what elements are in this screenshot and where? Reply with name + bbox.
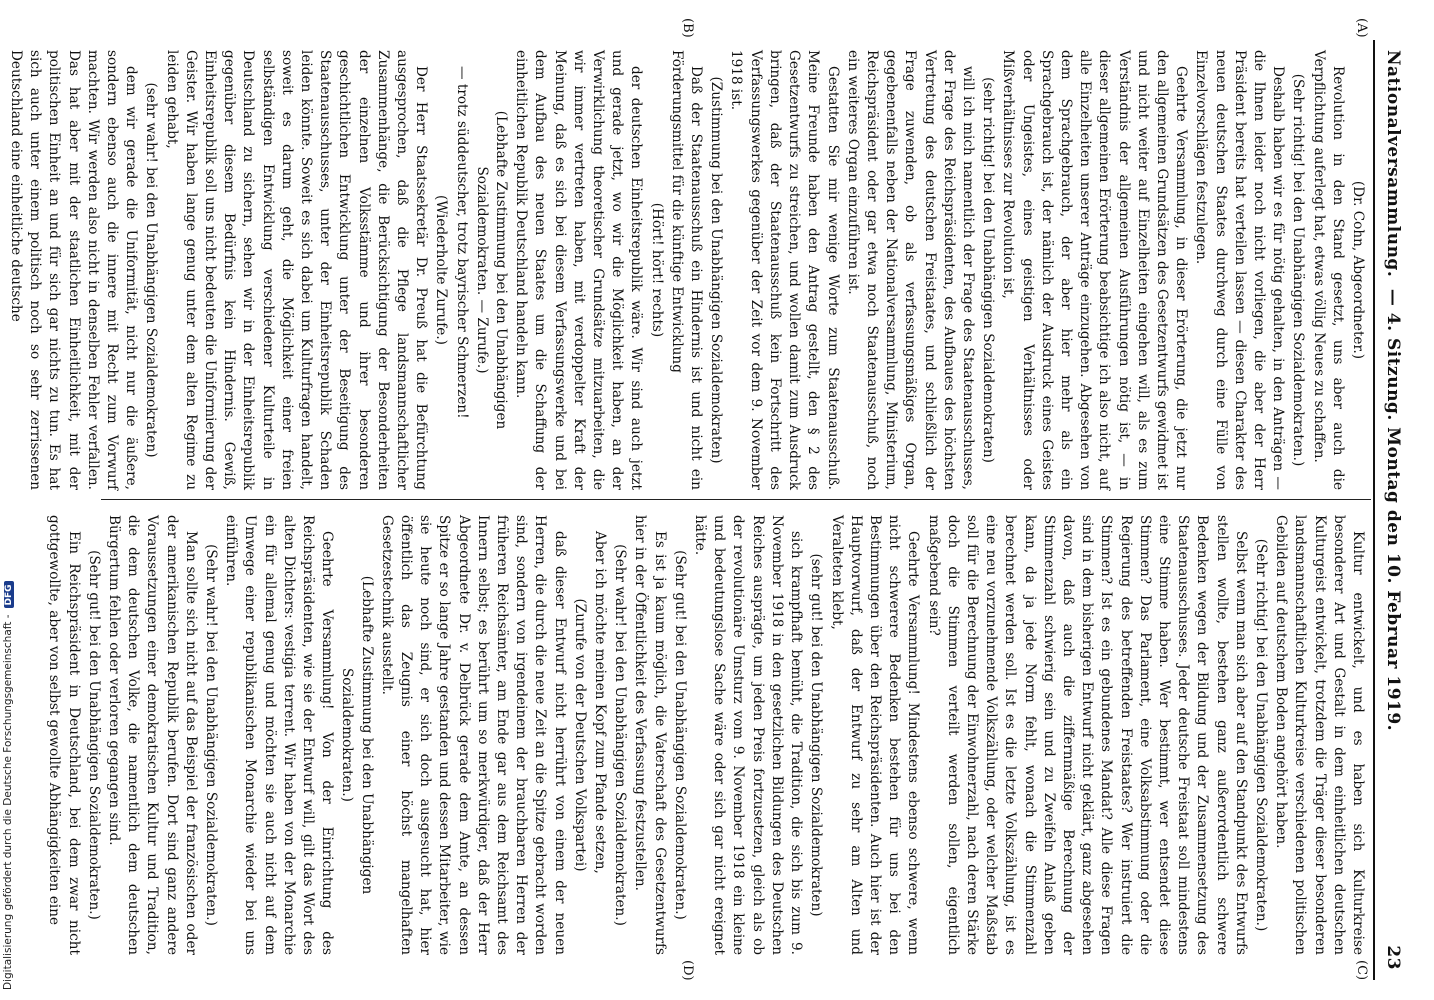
dfg-logo: DFG bbox=[4, 581, 14, 608]
paragraph: (Dr. Cohn, Abgeordneter.) bbox=[1350, 180, 1366, 360]
paragraph: der deutschen Einheitsrepublik wäre. Wir sind auch jetzt und gerade jetzt, wo wir die Möglichkeit haben, an der Verwirklichung theoretischer Grundsätze mitzuarbeiten, die wir immer vertreten haben, mit verdoppelter Kraft der Meinung, daß es sich bei diesem Verfassungswerke und bei dem Aufbau des neuen Staates um die Schaffung der einheitlichen Republik Deutschland handeln kann. bbox=[513, 50, 645, 490]
paragraph: (Wiederholte Zurufe.) bbox=[433, 195, 450, 345]
paragraph: Gestatten Sie mir wenige Worte zum Staatenausschuß. Meine Freunde haben den Antrag gestellt, den § 2 des Gesetzentwurfs zu streichen, und wollen damit zum Ausdruck bringen, daß der Staatenausschuß kein Fortschritt des Verfassungswerkes gegenüber der Zeit vor dem 9. November 1918 ist. bbox=[728, 50, 841, 490]
paragraph: Selbst wenn man sich aber auf den Standpunkt des Entwurfs stellen wollte, bestehen ganz außerordentlich schwere Bedenken wegen der Bildung und der Zusammensetzung des Staatenausschusses. Jeder deutsche Freistaat soll mindestens eine Stimme haben. Wer bestimmt, wer entsendet diese Stimmen? Das Parlament, eine Volksabstimmung oder die Regierung des betreffenden Freistaates? Wer instruiert die Stimmen? Ist es ein gebundenes Mandat? Alle diese Fragen sind in dem bisherigen Entwurf nicht geklärt, ganz abgesehen davon, daß auch die ziffernmäßige Berechnung der Stimmenzahl schwierig sein und zu Zweifeln Anlaß geben kann, da ja jede Norm fehlt, wonach die Stimmenzahl berechnet werden soll. Ist es die letzte Volkszählung, ist es eine neu vorzunehmende Volkszählung, oder welcher Maßstab soll für die Berechnung der Einwohnerzahl, nach deren Stärke doch die Stimmen verteilt werden sollen, eigentlich maßgebend sein? bbox=[925, 515, 1249, 955]
paragraph: (Zustimmung bei den Unabhängigen Sozialdemokraten) bbox=[708, 76, 725, 464]
header-rule bbox=[1373, 40, 1375, 980]
margin-marker-c: (C) bbox=[1354, 960, 1369, 981]
margin-marker-b: (B) bbox=[680, 18, 695, 38]
paragraph: — trotz süddeutscher, trotz bayrischer Schmerzen! bbox=[453, 66, 470, 419]
margin-marker-d: (D) bbox=[680, 960, 695, 981]
paragraph: daß dieser Entwurf nicht herrührt von einem der neuen Herren, die durch die neue Zeit an die Spitze gebracht worden sind, sondern von irgendeinem der brauchbaren Herren der früheren Reichsämter, am Ende gar aus dem Reichsamt des Innern selbst; es berührt um so merkwürdiger, daß der Herr Abgeordnete Dr. v. Delbrück gerade dem Amte, an dessen Spitze er so lange Jahre gestanden und dessen Mitarbeiter, wie sie heute noch sind, er sich doch ausgesucht hat, hier öffentlich das Zeugnis einer höchst mangelhaften Gesetzestechnik ausstellt. bbox=[378, 515, 568, 955]
paragraph: (Lebhafte Zustimmung bei den Unabhängigen Sozialdemokraten.) bbox=[339, 575, 375, 895]
left-column bbox=[7, 50, 1367, 490]
paragraph: (Lebhafte Zustimmung bei den Unabhängigen Sozialdemokraten. — Zurufe.) bbox=[473, 110, 510, 430]
paragraph: (Sehr gut! bei den Unabhängigen Sozialdemokraten.) bbox=[85, 550, 102, 920]
right-column bbox=[46, 515, 1367, 955]
paragraph: Man sollte sich nicht auf das Beispiel der französischen oder der amerikanischen Republik berufen. Dort sind ganz andere Voraussetzungen einer demokratischen Kultur und Tradition, die dem deutschen Volke, die namentlich dem deutschen Bürgertum fehlen oder verloren gegangen sind. bbox=[106, 515, 199, 955]
paragraph: (Sehr wahr! bei den Unabhängigen Sozialdemokraten.) bbox=[203, 544, 220, 926]
paragraph: will ich mich namentlich der Frage des Staatenausschusses, der Frage des Reichspräsidenten, des Aufbaues des höchsten Vertretung des deutschen Freistaates, und schließlich der Frage zuwenden, ob als verfassungsmäßiges Organ, gegebenenfalls neben der Nationalversammlung, Ministerium, Reichspräsident oder gar etwa noch Staatenausschuß, noch ein weiteres Organ einzuführen ist. bbox=[844, 50, 976, 490]
paragraph: Geehrte Versammlung! Von der Einrichtung des Reichspräsidenten, wie sie der Entwurf will, gilt das Wort des alten Dichters: vestigia terrent. Wir haben von der Monarchie ein für allemal genug und möchten sie auch nicht auf dem Umwege einer republikanischen Monarchie wieder bei uns einführen. bbox=[223, 515, 336, 955]
paragraph: (sehr richtig! bei den Unabhängigen Sozialdemokraten) bbox=[980, 77, 997, 463]
paragraph: (sehr wahr! bei den Unabhängigen Sozialdemokraten) bbox=[143, 82, 160, 458]
paragraph: sich krampfhaft bemüht, die Tradition, die sich bis zum 9. November 1918 in den gesetzlichen Bildungen des Deutschen Reiches ausprägte, um jeden Preis fortzusetzen, gleich als ob der revolutionäre Umsturz vom 9. November 1918 ein kleine und bedeutungslose Sache wäre oder sich gar nicht ereignet hätte. bbox=[692, 515, 805, 955]
paragraph: Geehrte Versammlung, in dieser Erörterung, die jetzt nur den allgemeinen Grundsätzen des Gesetzentwurfs gewidmet ist und nicht weiter auf Einzelheiten eingehen will, als es zum Verständnis der allgemeinen Ausführungen nötig ist, — in dieser allgemeinen Erörterung beabsichtige ich also nicht, auf alle Einzelheiten unserer Anträge einzugehen. Abgesehen von dem Sprachgebrauch, der aber hier mehr als ein Sprachgebrauch ist, der nämlich der Ausdruck eines Geistes oder Ungeistes, eines geistigen Verhältnisses oder Mißverhältnisses zur Revolution ist, bbox=[1000, 50, 1190, 490]
paragraph: Revolution in den Stand gesetzt, uns aber auch die Verpflichtung auferlegt hat, etwas völlig Neues zu schaffen. bbox=[1310, 50, 1346, 490]
page-header bbox=[1377, 50, 1407, 970]
paragraph: Deshalb haben wir es für nötig gehalten, in den Anträgen — die Ihnen leider noch nicht vorliegen, die aber der Herr Präsident bereits hat verteilen lassen — diesen Charakter des neuen deutschen Staates durchweg durch eine Fülle von Einzelvorschlägen festzulegen. bbox=[1193, 50, 1287, 490]
header-title: Nationalversammlung. bbox=[1383, 50, 1403, 278]
margin-marker-a: (A) bbox=[1354, 18, 1369, 38]
paragraph: (Hört! hört! rechts) bbox=[648, 202, 665, 338]
paragraph: (Sehr richtig! bei den Unabhängigen Sozialdemokraten.) bbox=[1290, 73, 1307, 467]
paragraph: Geehrte Versammlung! Mindestens ebenso schwere, wenn nicht schwerere Bedenken bestehen für uns bei den Bestimmungen über den Reichspräsidenten. Auch hier ist der Hauptvorwurf, daß der Entwurf zu sehr am Alten und Veralteten klebt, bbox=[828, 515, 922, 955]
paragraph: (Zurufe von der Deutschen Volkspartei) bbox=[571, 598, 588, 872]
header-session: — 4. Sitzung. Montag den 10. Februar 1919. bbox=[1383, 288, 1403, 732]
paragraph: Der Herr Staatssekretär Dr. Preuß hat die Befürchtung ausgesprochen, daß die Pflege landsmannschaftlicher Zusammenhänge, die Berücksichtigung der Besonderheiten der einzelnen Volksstämme und ihrer besonderen geschichtlichen Entwicklung unter der Beseitigung des Staatenausschusses, unter der Einheitsrepublik Schaden leiden könnte. Soweit es sich dabei um Kulturfragen handelt, soweit es darum geht, die Möglichkeit einer freien selbständigen Entwicklung verschiedener Kulturteile in Deutschland zu sichern, sehen wir in der Einheitsrepublik gegenüber diesem Bedürfnis kein Hindernis. Gewiß, Einheitsrepublik soll uns nicht bedeuten die Uniformierung der Geister. Wir haben lange genug unter dem alten Regime zu leiden gehabt, bbox=[163, 50, 430, 490]
paragraph: dem wir gerade die Uniformität, nicht nur die äußere, sondern ebenso auch die innere mit Recht zum Vorwurf machten. Wir werden also nicht in denselben Fehler verfallen. Das hat aber mit der staatlichen Einheitlichkeit, mit der politischen Einheit an und für sich gar nichts zu tun. Es hat sich auch unter einem politisch noch so sehr zerrissenen Deutschland eine einheitliche deutsche bbox=[7, 50, 140, 490]
paragraph: Kultur entwickelt, und es haben sich Kulturkreise besonderer Art und Gestalt in dem einheitlichen deutschen Kulturgeist entwickelt, trotzdem die Träger dieser besonderen landsmannschaftlichen Kulturkreise verschiedenen politischen Gebilden auf deutschem Boden angehört haben. bbox=[1273, 515, 1366, 955]
paragraph: Daß der Staatenausschuß ein Hindernis ist und nicht ein Förderungsmittel für die künftige Entwicklung bbox=[668, 50, 705, 490]
paragraph: (Sehr gut! bei den Unabhängigen Sozialdemokraten.) bbox=[671, 550, 688, 920]
paragraph: Ein Reichspräsident in Deutschland, bei dem zwar nicht gottgewollte, aber von selbst gewollte Abhängigkeiten eine bbox=[46, 515, 82, 955]
paragraph: Aber ich möchte meinen Kopf zum Pfande setzen, bbox=[592, 531, 609, 874]
paragraph: Es ist ja kaum möglich, die Vaterschaft des Gesetzentwurfs hier in der Öffentlichkeit des Verfassung festzustellen. bbox=[632, 515, 668, 955]
column-divider bbox=[101, 499, 1371, 500]
paragraph: (Sehr wahr! bei den Unabhängigen Sozialdemokraten.) bbox=[612, 544, 629, 926]
page-number: 23 bbox=[1383, 945, 1403, 970]
paragraph: (Sehr richtig! bei den Unabhängigen Sozialdemokraten.) bbox=[1252, 538, 1269, 932]
credit-text: Digitalisierung gefördert durch die Deutsche Forschungsgemeinschaft - bbox=[2, 614, 14, 990]
paragraph: (sehr gut! bei den Unabhängigen Sozialdemokraten) bbox=[808, 553, 825, 917]
